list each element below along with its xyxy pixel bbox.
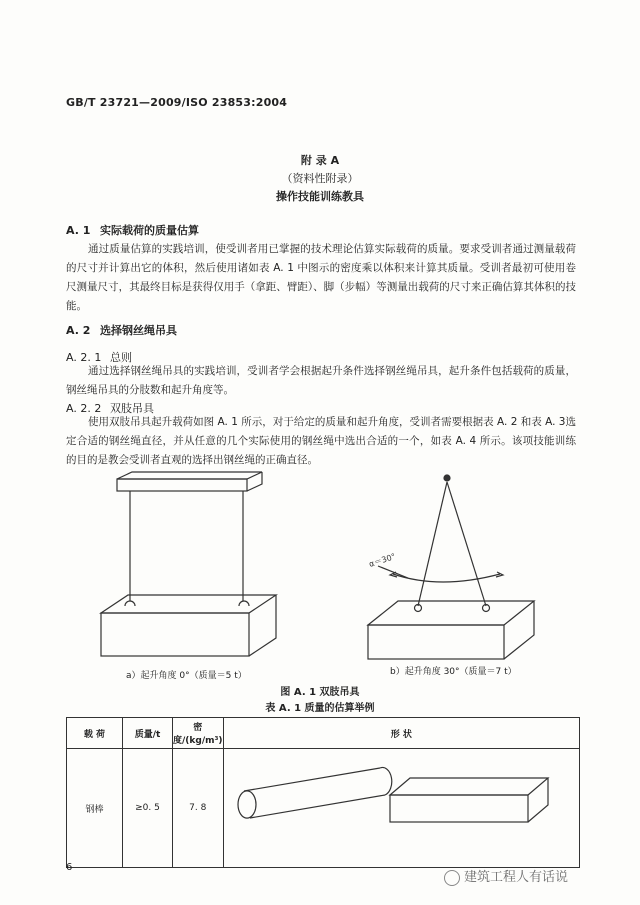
load-top-b [368,601,534,625]
load-front [101,613,249,656]
section-a21-paragraph: 通过选择钢丝绳吊具的实践培训，受训者学会根据起升条件选择钢丝绳吊具，起升条件包括载荷的质量，钢丝绳吊具的分肢数和起升角度等。 [66,365,576,396]
table-header-row [67,718,580,749]
sling-left [418,482,447,606]
watermark-text: 建筑工程人有话说 [464,870,569,885]
section-number: A. 2. 1 [66,351,102,364]
beam-front [117,479,247,491]
column-header: 形 状 [223,718,579,749]
load-cell: 钢棒 [67,749,123,868]
section-title: 实际载荷的质量估算 [100,224,199,237]
section-number: A. 2 [66,324,91,337]
annex-title: 附 录 A [300,154,340,167]
wechat-icon [444,870,460,886]
beam-top [117,472,262,479]
section-title: 选择钢丝绳吊具 [100,324,177,337]
standard-header: GB/T 23721—2009/ISO 23853:2004 [66,96,288,109]
figure-title: 图 A. 1 双肢吊具 [280,687,360,698]
mass-estimation-table [66,717,580,868]
density-cell: 7. 8 [173,749,224,868]
load-side-b [504,601,534,659]
column-header: 密度/(kg/m³) [173,718,224,749]
shape-cell [223,749,579,868]
page-number: 6 [66,862,73,873]
section-number: A. 2. 2 [66,402,102,415]
lug-left [125,601,135,606]
annex-name: 操作技能训练教具 [276,190,364,203]
table-row [67,749,580,868]
column-header: 载 荷 [67,718,123,749]
angle-arc [393,574,500,582]
section-a22-paragraph: 使用双肢吊具起升载荷如图 A. 1 所示，对于给定的质量和起升角度，受训者需要根据表 A. 2 和表 A. 3选定合适的钢丝绳直径，并从任意的几个实际使用的钢丝绳中选出合适的一个，如表 A. 4 所示。该项技能训练的目的是教会受训者直观的选择出钢丝绳的正确直径。 [66,416,576,466]
annex-subtitle: （资料性附录） [281,172,359,185]
section-a1-paragraph: 通过质量估算的实践培训，使受训者用已掌握的技术理论估算实际载荷的质量。要求受训者通过测量载荷的尺寸并计算出它的体积，然后使用诸如表 A. 1 中图示的密度乘以体积来计算其质量。受训者最初可使用卷尺测量尺寸，其最终目标是获得仅用手（拿距、臂距）、脚（步幅）等测量出载荷的尺寸来正确估算其体积的技能。 [66,243,576,312]
lug-right [239,601,249,606]
load-top [101,595,276,613]
load-front-b [368,625,504,659]
sling-right [447,482,486,606]
hook-point [444,475,450,481]
section-number: A. 1 [66,224,91,237]
table-title: 表 A. 1 质量的估算举例 [265,703,375,714]
figure-caption-a: a）起升角度 0°（质量＝5 t） [126,671,247,681]
section-title: 双肢吊具 [110,402,154,415]
column-header: 质量/t [123,718,173,749]
figure-caption-b: b）起升角度 30°（质量＝7 t） [390,667,517,677]
angle-label: α＝30° [367,551,397,569]
watermark [444,866,568,886]
section-title: 总则 [110,351,132,364]
mass-cell: ≥0. 5 [123,749,173,868]
